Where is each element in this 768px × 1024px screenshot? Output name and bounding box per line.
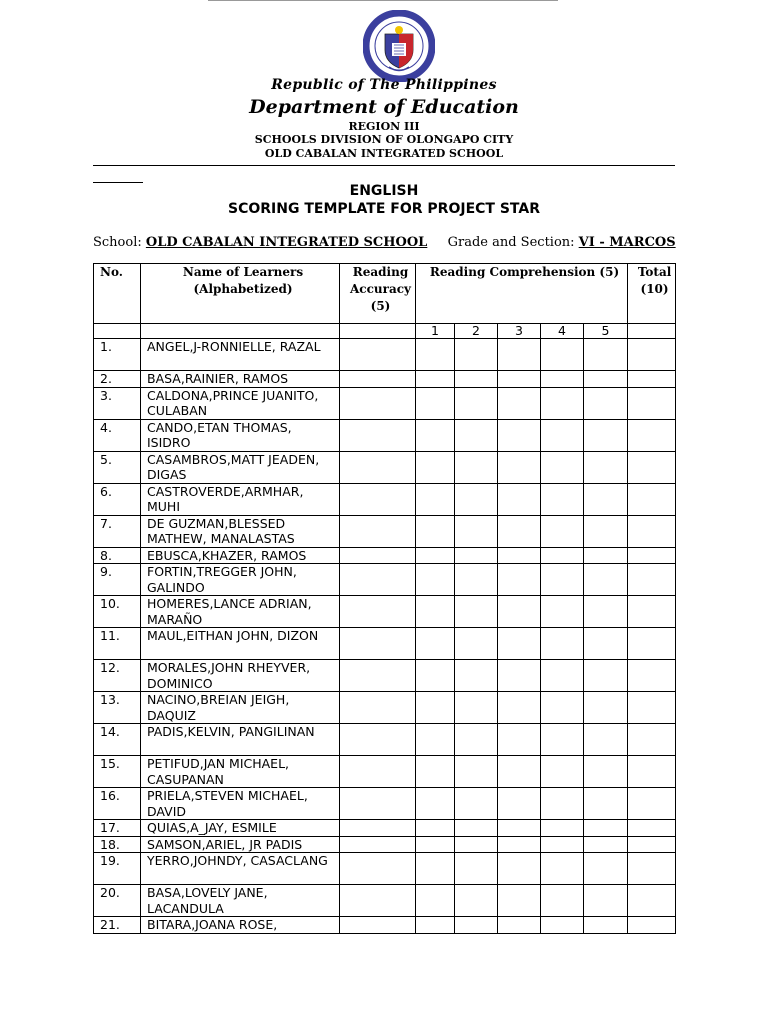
total-score-cell[interactable] <box>628 564 676 596</box>
row-number: 12. <box>94 660 141 692</box>
learner-name: BASA,LOVELY JANE, LACANDULA <box>141 885 340 917</box>
comp-3-cell[interactable] <box>498 564 541 596</box>
row-number: 7. <box>94 515 141 547</box>
total-score-cell[interactable] <box>628 596 676 628</box>
header-comprehension: Reading Comprehension (5) <box>416 264 628 324</box>
subheader-blank <box>628 324 676 339</box>
comp-1-cell[interactable] <box>416 547 455 564</box>
comp-1-cell[interactable] <box>416 515 455 547</box>
subheader-blank <box>141 324 340 339</box>
comp-1-cell[interactable] <box>416 660 455 692</box>
comp-4-cell[interactable] <box>541 387 584 419</box>
accuracy-score-cell[interactable] <box>340 387 416 419</box>
table-row <box>94 451 676 483</box>
learner-name: CASAMBROS,MATT JEADEN, DIGAS <box>141 451 340 483</box>
comp-4-cell[interactable] <box>541 724 584 756</box>
comp-3-cell[interactable] <box>498 628 541 660</box>
subheader-blank <box>94 324 141 339</box>
comp-4-cell[interactable] <box>541 483 584 515</box>
accuracy-score-cell[interactable] <box>340 547 416 564</box>
row-number: 17. <box>94 820 141 837</box>
row-number: 1. <box>94 339 141 371</box>
table-row <box>94 788 676 820</box>
row-number: 18. <box>94 836 141 853</box>
row-number: 15. <box>94 756 141 788</box>
comp-1-cell[interactable] <box>416 483 455 515</box>
republic-line: Republic of The Philippines <box>271 77 497 93</box>
comp-5-cell[interactable] <box>584 547 628 564</box>
comp-1-cell[interactable] <box>416 836 455 853</box>
scoring-table <box>93 263 676 934</box>
comp-item-3: 3 <box>498 324 541 339</box>
row-number: 13. <box>94 692 141 724</box>
comp-1-cell[interactable] <box>416 756 455 788</box>
deped-seal-logo <box>363 10 435 82</box>
table-row <box>94 836 676 853</box>
total-score-cell[interactable] <box>628 483 676 515</box>
accuracy-score-cell[interactable] <box>340 660 416 692</box>
learner-name: EBUSCA,KHAZER, RAMOS <box>141 547 340 564</box>
accuracy-score-cell[interactable] <box>340 628 416 660</box>
learner-name: MAUL,EITHAN JOHN, DIZON <box>141 628 340 660</box>
template-title: SCORING TEMPLATE FOR PROJECT STAR <box>228 201 540 217</box>
comp-4-cell[interactable] <box>541 885 584 917</box>
table-subheader-row <box>94 324 676 339</box>
accuracy-score-cell[interactable] <box>340 820 416 837</box>
comp-2-cell[interactable] <box>455 419 498 451</box>
comp-4-cell[interactable] <box>541 596 584 628</box>
accuracy-score-cell[interactable] <box>340 724 416 756</box>
table-row <box>94 419 676 451</box>
learner-name: CALDONA,PRINCE JUANITO, CULABAN <box>141 387 340 419</box>
comp-1-cell[interactable] <box>416 339 455 371</box>
comp-2-cell[interactable] <box>455 371 498 388</box>
row-number: 2. <box>94 371 141 388</box>
total-score-cell[interactable] <box>628 788 676 820</box>
comp-1-cell[interactable] <box>416 788 455 820</box>
header-divider <box>93 165 675 166</box>
department-line: Department of Education <box>249 96 519 118</box>
table-row <box>94 564 676 596</box>
table-row <box>94 820 676 837</box>
learner-name: BITARA,JOANA ROSE, <box>141 917 340 934</box>
accuracy-score-cell[interactable] <box>340 451 416 483</box>
total-score-cell[interactable] <box>628 339 676 371</box>
row-number: 4. <box>94 419 141 451</box>
school-line: OLD CABALAN INTEGRATED SCHOOL <box>264 147 504 160</box>
comp-4-cell[interactable] <box>541 853 584 885</box>
learner-name: FORTIN,TREGGER JOHN, GALINDO <box>141 564 340 596</box>
row-number: 20. <box>94 885 141 917</box>
comp-2-cell[interactable] <box>455 724 498 756</box>
comp-4-cell[interactable] <box>541 371 584 388</box>
comp-5-cell[interactable] <box>584 596 628 628</box>
comp-3-cell[interactable] <box>498 917 541 934</box>
comp-4-cell[interactable] <box>541 419 584 451</box>
table-row <box>94 756 676 788</box>
comp-3-cell[interactable] <box>498 483 541 515</box>
comp-2-cell[interactable] <box>455 853 498 885</box>
total-score-cell[interactable] <box>628 515 676 547</box>
table-row <box>94 885 676 917</box>
table-row <box>94 515 676 547</box>
row-number: 10. <box>94 596 141 628</box>
accuracy-score-cell[interactable] <box>340 515 416 547</box>
learner-name: MORALES,JOHN RHEYVER, DOMINICO <box>141 660 340 692</box>
table-row <box>94 724 676 756</box>
comp-1-cell[interactable] <box>416 628 455 660</box>
total-score-cell[interactable] <box>628 419 676 451</box>
comp-4-cell[interactable] <box>541 628 584 660</box>
school-value: OLD CABALAN INTEGRATED SCHOOL <box>145 235 428 250</box>
grade-value: VI - MARCOS <box>578 235 676 250</box>
comp-5-cell[interactable] <box>584 917 628 934</box>
accuracy-score-cell[interactable] <box>340 756 416 788</box>
comp-4-cell[interactable] <box>541 660 584 692</box>
learner-name: YERRO,JOHNDY, CASACLANG <box>141 853 340 885</box>
learner-name: PETIFUD,JAN MICHAEL, CASUPANAN <box>141 756 340 788</box>
table-row <box>94 660 676 692</box>
comp-item-4: 4 <box>541 324 584 339</box>
comp-2-cell[interactable] <box>455 596 498 628</box>
learner-name: DE GUZMAN,BLESSED MATHEW, MANALASTAS <box>141 515 340 547</box>
comp-2-cell[interactable] <box>455 788 498 820</box>
comp-2-cell[interactable] <box>455 628 498 660</box>
learner-name: CASTROVERDE,ARMHAR, MUHI <box>141 483 340 515</box>
total-score-cell[interactable] <box>628 724 676 756</box>
total-score-cell[interactable] <box>628 917 676 934</box>
total-score-cell[interactable] <box>628 628 676 660</box>
table-header-row <box>94 264 676 324</box>
table-row <box>94 371 676 388</box>
comp-3-cell[interactable] <box>498 885 541 917</box>
table-row <box>94 628 676 660</box>
comp-2-cell[interactable] <box>455 756 498 788</box>
learner-name: HOMERES,LANCE ADRIAN, MARAÑO <box>141 596 340 628</box>
comp-3-cell[interactable] <box>498 836 541 853</box>
comp-2-cell[interactable] <box>455 660 498 692</box>
comp-5-cell[interactable] <box>584 660 628 692</box>
accuracy-score-cell[interactable] <box>340 692 416 724</box>
comp-2-cell[interactable] <box>455 547 498 564</box>
comp-1-cell[interactable] <box>416 387 455 419</box>
comp-5-cell[interactable] <box>584 885 628 917</box>
comp-4-cell[interactable] <box>541 836 584 853</box>
comp-3-cell[interactable] <box>498 692 541 724</box>
comp-item-2: 2 <box>455 324 498 339</box>
comp-2-cell[interactable] <box>455 451 498 483</box>
table-row <box>94 692 676 724</box>
total-score-cell[interactable] <box>628 371 676 388</box>
comp-1-cell[interactable] <box>416 917 455 934</box>
comp-item-1: 1 <box>416 324 455 339</box>
comp-5-cell[interactable] <box>584 628 628 660</box>
comp-5-cell[interactable] <box>584 820 628 837</box>
comp-3-cell[interactable] <box>498 419 541 451</box>
comp-3-cell[interactable] <box>498 853 541 885</box>
accuracy-score-cell[interactable] <box>340 371 416 388</box>
comp-4-cell[interactable] <box>541 515 584 547</box>
comp-1-cell[interactable] <box>416 885 455 917</box>
table-row <box>94 853 676 885</box>
total-score-cell[interactable] <box>628 885 676 917</box>
comp-2-cell[interactable] <box>455 564 498 596</box>
comp-5-cell[interactable] <box>584 692 628 724</box>
comp-4-cell[interactable] <box>541 917 584 934</box>
school-info-line <box>93 235 676 250</box>
comp-1-cell[interactable] <box>416 596 455 628</box>
comp-3-cell[interactable] <box>498 756 541 788</box>
comp-5-cell[interactable] <box>584 724 628 756</box>
comp-4-cell[interactable] <box>541 451 584 483</box>
total-score-cell[interactable] <box>628 836 676 853</box>
learner-name: ANGEL,J-RONNIELLE, RAZAL <box>141 339 340 371</box>
accuracy-score-cell[interactable] <box>340 836 416 853</box>
comp-1-cell[interactable] <box>416 564 455 596</box>
accuracy-score-cell[interactable] <box>340 885 416 917</box>
comp-3-cell[interactable] <box>498 339 541 371</box>
learner-name: NACINO,BREIAN JEIGH, DAQUIZ <box>141 692 340 724</box>
comp-3-cell[interactable] <box>498 724 541 756</box>
accuracy-score-cell[interactable] <box>340 917 416 934</box>
row-number: 16. <box>94 788 141 820</box>
total-score-cell[interactable] <box>628 756 676 788</box>
comp-2-cell[interactable] <box>455 692 498 724</box>
comp-5-cell[interactable] <box>584 836 628 853</box>
comp-5-cell[interactable] <box>584 483 628 515</box>
accuracy-score-cell[interactable] <box>340 596 416 628</box>
comp-3-cell[interactable] <box>498 515 541 547</box>
comp-4-cell[interactable] <box>541 564 584 596</box>
comp-4-cell[interactable] <box>541 820 584 837</box>
comp-4-cell[interactable] <box>541 339 584 371</box>
table-row <box>94 339 676 371</box>
total-score-cell[interactable] <box>628 853 676 885</box>
comp-1-cell[interactable] <box>416 419 455 451</box>
accuracy-score-cell[interactable] <box>340 564 416 596</box>
comp-1-cell[interactable] <box>416 724 455 756</box>
top-rule <box>208 0 558 1</box>
accuracy-score-cell[interactable] <box>340 419 416 451</box>
grade-label: Grade and Section: <box>447 235 575 250</box>
comp-1-cell[interactable] <box>416 371 455 388</box>
comp-2-cell[interactable] <box>455 339 498 371</box>
header-name: Name of Learners (Alphabetized) <box>141 264 340 324</box>
comp-5-cell[interactable] <box>584 515 628 547</box>
comp-5-cell[interactable] <box>584 371 628 388</box>
accuracy-score-cell[interactable] <box>340 483 416 515</box>
region-line: REGION III <box>348 120 420 133</box>
accuracy-score-cell[interactable] <box>340 853 416 885</box>
total-score-cell[interactable] <box>628 451 676 483</box>
comp-3-cell[interactable] <box>498 547 541 564</box>
comp-3-cell[interactable] <box>498 387 541 419</box>
subheader-blank <box>340 324 416 339</box>
comp-3-cell[interactable] <box>498 451 541 483</box>
row-number: 8. <box>94 547 141 564</box>
header-no: No. <box>94 264 141 324</box>
table-row <box>94 387 676 419</box>
row-number: 19. <box>94 853 141 885</box>
row-number: 9. <box>94 564 141 596</box>
table-row <box>94 596 676 628</box>
total-score-cell[interactable] <box>628 660 676 692</box>
comp-3-cell[interactable] <box>498 660 541 692</box>
total-score-cell[interactable] <box>628 547 676 564</box>
comp-3-cell[interactable] <box>498 820 541 837</box>
comp-2-cell[interactable] <box>455 820 498 837</box>
comp-2-cell[interactable] <box>455 836 498 853</box>
comp-3-cell[interactable] <box>498 596 541 628</box>
comp-3-cell[interactable] <box>498 788 541 820</box>
comp-1-cell[interactable] <box>416 692 455 724</box>
learner-name: SAMSON,ARIEL, JR PADIS <box>141 836 340 853</box>
row-number: 3. <box>94 387 141 419</box>
learner-name: PRIELA,STEVEN MICHAEL, DAVID <box>141 788 340 820</box>
header-total: Total (10) <box>628 264 676 324</box>
comp-1-cell[interactable] <box>416 451 455 483</box>
comp-5-cell[interactable] <box>584 419 628 451</box>
comp-item-5: 5 <box>584 324 628 339</box>
total-score-cell[interactable] <box>628 820 676 837</box>
comp-5-cell[interactable] <box>584 387 628 419</box>
school-label: School: <box>93 235 142 250</box>
row-number: 5. <box>94 451 141 483</box>
comp-3-cell[interactable] <box>498 371 541 388</box>
learner-name: CANDO,ETAN THOMAS, ISIDRO <box>141 419 340 451</box>
learner-name: PADIS,KELVIN, PANGILINAN <box>141 724 340 756</box>
accuracy-score-cell[interactable] <box>340 788 416 820</box>
subject-title: ENGLISH <box>349 183 419 199</box>
table-row <box>94 483 676 515</box>
comp-2-cell[interactable] <box>455 917 498 934</box>
accuracy-score-cell[interactable] <box>340 339 416 371</box>
comp-5-cell[interactable] <box>584 451 628 483</box>
comp-2-cell[interactable] <box>455 387 498 419</box>
learner-name: QUIAS,A_JAY, ESMILE <box>141 820 340 837</box>
comp-2-cell[interactable] <box>455 483 498 515</box>
total-score-cell[interactable] <box>628 387 676 419</box>
comp-2-cell[interactable] <box>455 515 498 547</box>
row-number: 6. <box>94 483 141 515</box>
comp-5-cell[interactable] <box>584 564 628 596</box>
comp-5-cell[interactable] <box>584 788 628 820</box>
table-row <box>94 917 676 934</box>
row-number: 21. <box>94 917 141 934</box>
comp-1-cell[interactable] <box>416 820 455 837</box>
comp-5-cell[interactable] <box>584 756 628 788</box>
learner-name: BASA,RAINIER, RAMOS <box>141 371 340 388</box>
row-number: 14. <box>94 724 141 756</box>
comp-4-cell[interactable] <box>541 692 584 724</box>
header-accuracy: Reading Accuracy (5) <box>340 264 416 324</box>
comp-4-cell[interactable] <box>541 547 584 564</box>
comp-5-cell[interactable] <box>584 339 628 371</box>
comp-1-cell[interactable] <box>416 853 455 885</box>
comp-5-cell[interactable] <box>584 853 628 885</box>
comp-2-cell[interactable] <box>455 885 498 917</box>
division-line: SCHOOLS DIVISION OF OLONGAPO CITY <box>254 133 514 146</box>
row-number: 11. <box>94 628 141 660</box>
comp-4-cell[interactable] <box>541 756 584 788</box>
comp-4-cell[interactable] <box>541 788 584 820</box>
table-row <box>94 547 676 564</box>
total-score-cell[interactable] <box>628 692 676 724</box>
